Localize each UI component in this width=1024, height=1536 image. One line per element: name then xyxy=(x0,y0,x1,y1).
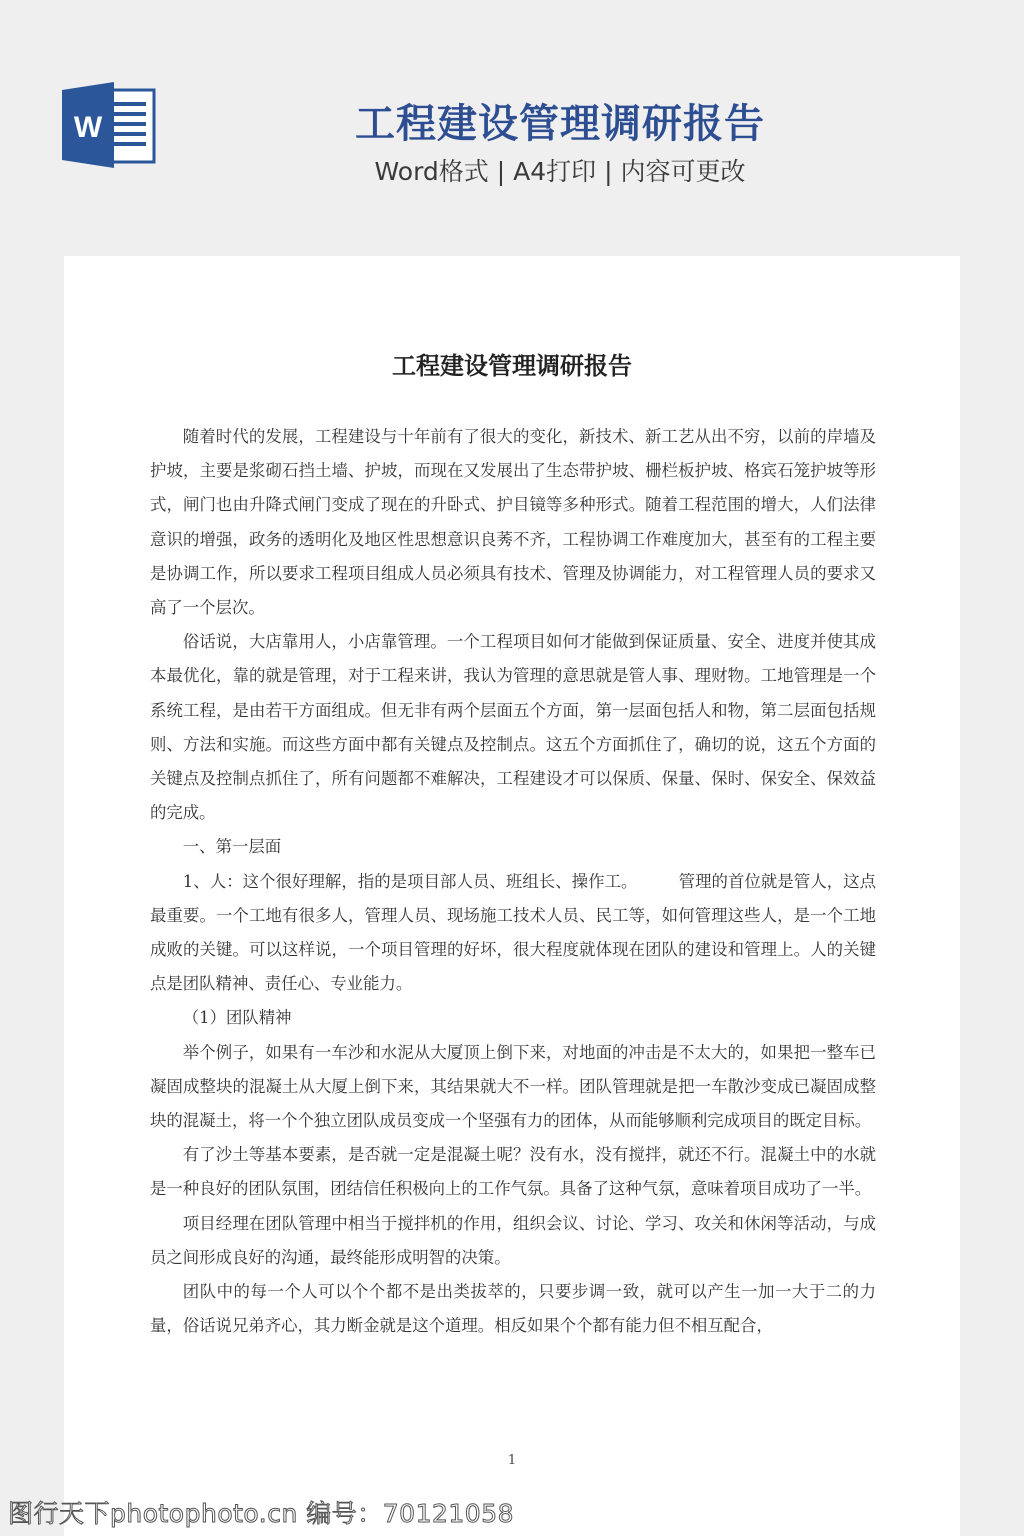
page-number: 1 xyxy=(507,1453,517,1468)
section-heading: 一、第一层面 xyxy=(182,837,282,857)
paragraph: 有了沙土等基本要素，是否就一定是混凝土呢？没有水，没有搅拌，就还不行。混凝土中的水就是一种良好的团队氛围，团结信任积极向上的工作气氛。具备了这种气氛，意味着项目成功了一半。 xyxy=(150,1145,876,1199)
subsection-heading: （1）团队精神 xyxy=(182,1008,292,1028)
paragraph: 1、人：这个很好理解，指的是项目部人员、班组长、操作工。 管理的首位就是管人，这点最重要。一个工地有很多人，管理人员、现场施工技术人员、民工等，如何管理这些人，是一个工地成败的关键。可以这样说，一个项目管理的好坏，很大程度就体现在团队的建设和管理上。人的关键点是团队精神、责任心、专业能力。 xyxy=(150,871,876,994)
paragraph: 团队中的每一个人可以个个都不是出类拔萃的，只要步调一致，就可以产生一加一大于二的力量，俗话说兄弟齐心，其力断金就是这个道理。相反如果个个都有能力但不相互配合， xyxy=(150,1282,876,1336)
paragraph: 项目经理在团队管理中相当于搅拌机的作用，组织会议、讨论、学习、攻关和休闲等活动，与成员之间形成良好的沟通，最终能形成明智的决策。 xyxy=(150,1213,876,1267)
document-body xyxy=(150,420,876,1343)
paragraph: 俗话说，大店靠用人，小店靠管理。一个工程项目如何才能做到保证质量、安全、进度并使其成本最优化，靠的就是管理，对于工程来讲，我认为管理的意思就是管人事、理财物。工地管理是一个系统工程，是由若干方面组成。但无非有两个层面五个方面，第一层面包括人和物，第二层面包括规则、方法和实施。而这些方面中都有关键点及控制点。这五个方面抓住了，确切的说，这五个方面的关键点及控制点抓住了，所有问题都不难解决，工程建设才可以保质、保量、保时、保安全、保效益的完成。 xyxy=(150,632,876,823)
banner-title: 工程建设管理调研报告 xyxy=(355,101,765,147)
word-logo-letter: W xyxy=(73,111,103,144)
paragraph: 举个例子，如果有一车沙和水泥从大厦顶上倒下来，对地面的冲击是不太大的，如果把一整车已凝固成整块的混凝土从大厦上倒下来，其结果就大不一样。团队管理就是把一车散沙变成已凝固成整块的混凝土，将一个个独立团队成员变成一个坚强有力的团体，从而能够顺利完成项目的既定目标。 xyxy=(150,1042,876,1131)
paragraph: 随着时代的发展，工程建设与十年前有了很大的变化，新技术、新工艺从出不穷，以前的岸墙及护坡，主要是浆砌石挡土墙、护坡，而现在又发展出了生态带护坡、栅栏板护坡、格宾石笼护坡等形式，闸门也由升降式闸门变成了现在的升卧式、护目镜等多种形式。随着工程范围的增大，人们法律意识的增强，政务的透明化及地区性思想意识良莠不齐，工程协调工作难度加大，甚至有的工程主要是协调工作，所以要求工程项目组成人员必须具有技术、管理及协调能力，对工程管理人员的要求又高了一个层次。 xyxy=(150,427,876,618)
document-title: 工程建设管理调研报告 xyxy=(392,351,632,380)
banner-header xyxy=(0,0,1024,256)
watermark-text: 图行天下photophoto.cn 编号：70121058 xyxy=(8,1499,515,1528)
word-document-icon xyxy=(62,82,158,168)
banner-subtitle: Word格式 | A4打印 | 内容可更改 xyxy=(374,157,746,186)
document-page xyxy=(64,256,960,1536)
